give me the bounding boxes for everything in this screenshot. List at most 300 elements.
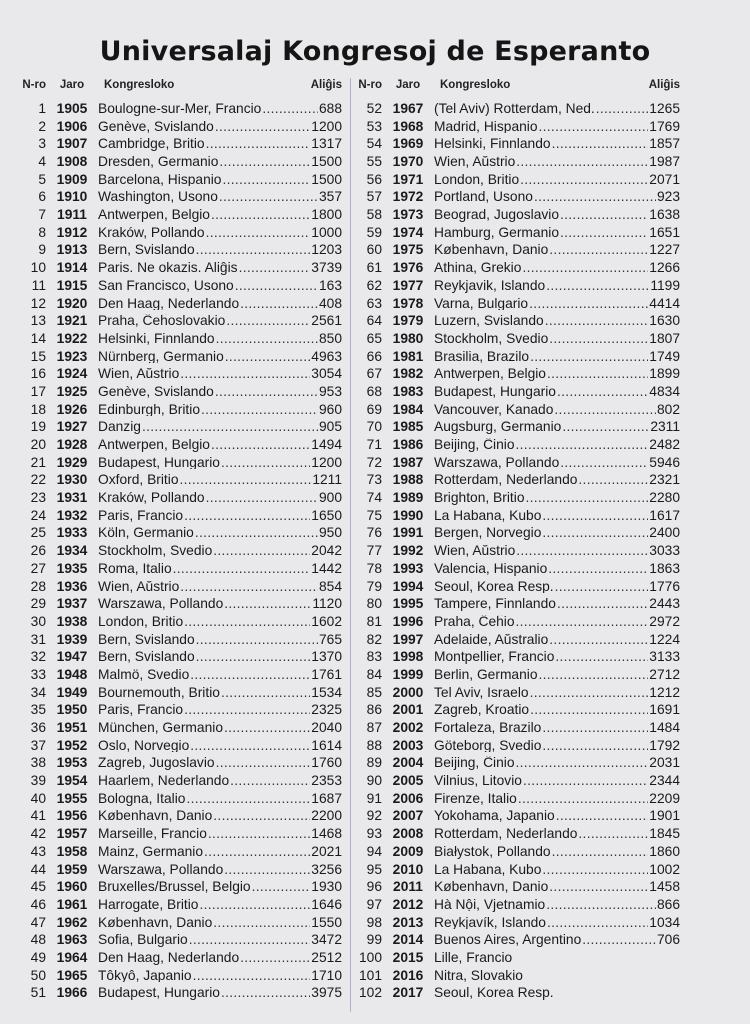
table-row	[20, 684, 342, 702]
row-jaro: 2014	[392, 932, 424, 948]
row-nro: 1	[38, 100, 46, 116]
row-place: Bern, Svislando	[98, 650, 195, 665]
row-jaro: 1961	[56, 896, 88, 912]
row-kongresloko	[94, 739, 342, 753]
table-row	[356, 931, 680, 949]
row-place: Antwerpen, Belgio	[98, 438, 210, 452]
row-kongresloko	[430, 173, 680, 187]
table-row	[356, 436, 680, 454]
row-kongresloko	[430, 332, 680, 346]
dot-leader	[207, 827, 310, 841]
dot-leader	[183, 615, 310, 629]
row-nro: 74	[366, 490, 382, 506]
table-row	[356, 206, 680, 224]
row-kongresloko	[94, 916, 342, 930]
table-row	[356, 277, 680, 295]
row-nro: 62	[366, 277, 382, 293]
row-place: Yokohama, Japanio	[434, 809, 555, 824]
row-kongresloko	[94, 863, 342, 877]
row-nro: 80	[366, 596, 382, 612]
row-jaro: 1928	[56, 437, 88, 452]
dot-leader	[223, 863, 310, 877]
row-place: San Francisco, Usono	[98, 278, 234, 293]
row-nro: 56	[366, 171, 382, 187]
table-row	[20, 436, 342, 454]
dot-leader	[553, 403, 656, 417]
row-jaro: 1986	[392, 437, 424, 452]
table-row	[356, 754, 680, 772]
row-aligis: 1203	[311, 243, 342, 258]
table-row	[20, 224, 342, 242]
dot-leader	[519, 173, 648, 187]
row-jaro: 1983	[392, 383, 424, 399]
table-row	[20, 401, 342, 419]
row-nro: 21	[30, 454, 46, 470]
row-place: Madrid, Hispanio	[434, 119, 538, 134]
dot-leader	[554, 650, 648, 664]
table-row	[356, 348, 680, 366]
row-jaro: 1974	[392, 224, 424, 240]
row-nro: 76	[366, 525, 382, 541]
dot-leader	[195, 243, 311, 257]
row-place: Antwerpen, Belgio	[434, 367, 546, 382]
table-row	[20, 931, 342, 949]
row-kongresloko	[94, 350, 342, 364]
row-nro: 70	[366, 419, 382, 435]
row-jaro: 1923	[56, 348, 88, 364]
table-row	[20, 878, 342, 896]
header-nro: N-ro	[358, 79, 382, 91]
row-jaro: 1968	[392, 118, 424, 134]
row-aligis: 163	[318, 278, 342, 293]
row-kongresloko	[94, 261, 342, 275]
row-place: Dresden, Germanio	[98, 155, 219, 169]
row-jaro: 1906	[56, 118, 88, 134]
row-aligis: 408	[318, 296, 342, 311]
row-kongresloko	[430, 615, 680, 629]
row-nro: 101	[358, 967, 382, 983]
row-jaro: 1905	[56, 100, 88, 116]
row-place: Bern, Svislando	[98, 632, 195, 647]
row-jaro: 1914	[56, 260, 88, 276]
row-jaro: 1949	[56, 684, 88, 700]
row-kongresloko	[94, 509, 342, 523]
row-aligis: 1860	[649, 844, 680, 859]
row-aligis: 2209	[649, 791, 680, 806]
row-aligis: 2280	[649, 491, 680, 505]
row-kongresloko	[94, 438, 342, 452]
row-jaro: 1957	[56, 826, 88, 842]
row-nro: 25	[30, 525, 46, 541]
row-nro: 47	[30, 914, 46, 930]
row-nro: 88	[366, 737, 382, 753]
dot-leader	[229, 774, 310, 788]
dot-leader	[556, 597, 648, 611]
row-place: Wien, Aŭstrio	[434, 155, 516, 169]
row-kongresloko	[430, 155, 680, 169]
row-jaro: 1927	[56, 419, 88, 435]
row-kongresloko	[94, 668, 342, 682]
row-jaro: 1973	[392, 207, 424, 223]
row-jaro: 1971	[392, 171, 424, 187]
dot-leader	[545, 279, 649, 293]
table-row	[20, 135, 342, 153]
row-jaro: 2000	[392, 684, 424, 700]
table-row	[356, 719, 680, 737]
row-jaro: 1975	[392, 242, 424, 258]
dot-leader	[541, 739, 648, 753]
row-jaro: 1960	[56, 879, 88, 895]
dot-leader	[559, 208, 648, 222]
row-place: Bergen, Norvegio	[434, 526, 542, 541]
row-nro: 22	[30, 472, 46, 488]
dot-leader	[555, 809, 649, 823]
row-kongresloko	[94, 756, 342, 770]
row-nro: 73	[366, 472, 382, 488]
row-kongresloko	[94, 155, 342, 169]
dot-leader	[218, 155, 310, 169]
row-jaro: 1965	[56, 967, 88, 983]
table-row	[20, 984, 342, 1002]
row-kongresloko	[94, 243, 342, 257]
row-kongresloko	[430, 491, 680, 505]
row-aligis: 1710	[311, 968, 342, 983]
row-nro: 95	[366, 861, 382, 877]
row-kongresloko	[430, 420, 680, 434]
row-place: Reykjavik, Islando	[434, 278, 546, 293]
row-kongresloko	[430, 120, 680, 134]
table-row	[20, 560, 342, 578]
row-kongresloko	[430, 314, 680, 328]
row-aligis: 5946	[649, 455, 680, 470]
table-row	[20, 348, 342, 366]
row-jaro: 2011	[393, 879, 423, 895]
dot-leader	[189, 739, 310, 753]
row-nro: 71	[366, 437, 382, 452]
row-kongresloko	[430, 137, 680, 151]
dot-leader	[261, 102, 318, 116]
table-row	[356, 542, 680, 560]
row-kongresloko	[430, 898, 680, 912]
row-jaro: 1932	[56, 507, 88, 523]
row-kongresloko	[430, 951, 680, 965]
table-row	[20, 701, 342, 719]
row-place: Beijing, Ĉinio	[434, 756, 515, 771]
table-header	[356, 76, 680, 94]
row-kongresloko	[430, 933, 680, 947]
row-place: Warszawa, Pollando	[98, 862, 224, 877]
row-kongresloko	[430, 580, 680, 594]
row-aligis: 1769	[649, 119, 680, 134]
row-place: Kraków, Pollando	[98, 225, 205, 240]
table-row	[20, 100, 342, 118]
row-jaro: 1970	[392, 154, 424, 169]
dot-leader	[203, 845, 310, 859]
row-place: Danzig	[98, 420, 141, 435]
row-aligis: 1002	[649, 862, 680, 877]
table-row	[20, 772, 342, 790]
dot-leader	[551, 137, 649, 151]
row-aligis: 1468	[311, 827, 342, 841]
row-kongresloko	[94, 137, 342, 151]
row-kongresloko	[430, 969, 680, 983]
row-aligis: 1776	[649, 579, 680, 594]
row-kongresloko	[94, 367, 342, 381]
row-nro: 64	[366, 313, 382, 329]
row-place: Hamburg, Germanio	[434, 225, 559, 240]
row-place: Vilnius, Litovio	[434, 774, 522, 788]
row-place: Harrogate, Britio	[98, 897, 199, 912]
row-jaro: 1924	[56, 366, 88, 382]
table-row	[20, 259, 342, 277]
row-aligis: 1199	[650, 278, 680, 293]
row-nro: 18	[30, 401, 46, 417]
row-nro: 61	[366, 260, 382, 276]
row-place: Edinburgh, Britio	[98, 402, 201, 417]
row-kongresloko	[94, 633, 342, 647]
row-kongresloko	[94, 774, 342, 788]
header-aligis: Aliĝis	[648, 79, 680, 91]
row-nro: 20	[30, 437, 46, 452]
row-place: Warszawa, Pollando	[98, 597, 224, 611]
table-row	[356, 489, 680, 507]
row-place: Marseille, Francio	[98, 827, 207, 841]
row-jaro: 1989	[392, 490, 424, 506]
row-nro: 23	[30, 490, 46, 506]
row-aligis: 3256	[311, 862, 342, 877]
row-place: Beograd, Jugoslavio	[434, 208, 560, 222]
row-nro: 42	[30, 826, 46, 842]
row-nro: 81	[366, 613, 382, 629]
header-nro: N-ro	[22, 79, 46, 91]
row-nro: 2	[38, 118, 46, 134]
row-nro: 53	[366, 118, 382, 134]
row-aligis: 1691	[649, 703, 680, 718]
row-place: Seoul, Korea Resp.	[434, 986, 554, 1001]
table-row	[356, 613, 680, 631]
dot-leader	[515, 615, 649, 629]
row-nro: 24	[30, 507, 46, 523]
dot-leader	[185, 792, 310, 806]
table-row	[356, 701, 680, 719]
row-kongresloko	[94, 332, 342, 346]
row-jaro: 1999	[392, 666, 424, 682]
table-row	[356, 631, 680, 649]
row-kongresloko	[430, 633, 680, 647]
table-row	[356, 843, 680, 861]
row-jaro: 2016	[392, 967, 424, 983]
table-row	[20, 967, 342, 985]
row-jaro: 1972	[392, 189, 424, 205]
table-row	[20, 118, 342, 136]
row-aligis: 1857	[649, 137, 680, 152]
row-aligis: 953	[318, 384, 342, 399]
row-jaro: 1967	[392, 100, 424, 116]
table-row	[356, 525, 680, 543]
row-place: Budapest, Hungario	[98, 455, 220, 470]
row-place: Luzern, Svislando	[434, 314, 544, 328]
table-row	[20, 790, 342, 808]
row-jaro: 1958	[56, 843, 88, 859]
row-place: Zagreb, Jugoslavio	[98, 756, 215, 771]
row-place: Sofia, Bulgario	[98, 933, 188, 948]
table-header	[20, 76, 342, 94]
row-nro: 86	[366, 702, 382, 718]
dot-leader	[210, 208, 310, 222]
dot-leader	[547, 562, 648, 576]
row-jaro: 1980	[392, 330, 424, 346]
row-kongresloko	[430, 526, 680, 540]
row-jaro: 2004	[392, 755, 424, 771]
row-aligis: 1370	[311, 650, 342, 665]
dot-leader	[239, 297, 318, 311]
row-aligis: 2344	[649, 774, 680, 788]
row-place: Athina, Grekio	[434, 261, 522, 275]
row-jaro: 1938	[56, 613, 88, 629]
row-nro: 89	[366, 755, 382, 771]
row-nro: 97	[366, 896, 382, 912]
row-place: London, Britio	[434, 172, 520, 187]
row-nro: 19	[30, 419, 46, 435]
table-row	[356, 684, 680, 702]
row-place: Göteborg, Svedio	[434, 738, 542, 753]
row-aligis: 1550	[311, 915, 342, 930]
row-jaro: 1953	[56, 755, 88, 771]
row-place: Stockholm, Svedio	[98, 544, 213, 558]
row-jaro: 1995	[392, 596, 424, 612]
row-aligis: 1899	[649, 367, 680, 382]
row-nro: 29	[30, 596, 46, 612]
table-row	[20, 365, 342, 383]
row-place: Tôkyô, Japanio	[98, 968, 192, 983]
row-nro: 82	[366, 631, 382, 647]
row-aligis: 1458	[649, 880, 680, 894]
row-kongresloko	[430, 509, 680, 523]
row-place: Zagreb, Kroatio	[434, 703, 530, 718]
row-place: Lille, Francio	[434, 950, 513, 965]
row-aligis: 2071	[649, 172, 680, 187]
row-kongresloko	[430, 279, 680, 293]
row-aligis: 2353	[311, 774, 342, 788]
row-place: Stockholm, Svedio	[434, 331, 549, 346]
row-aligis: 1602	[311, 614, 342, 629]
row-nro: 57	[366, 189, 382, 205]
row-nro: 69	[366, 401, 382, 417]
row-nro: 75	[366, 507, 382, 523]
row-jaro: 1907	[56, 136, 88, 152]
row-kongresloko	[430, 986, 680, 1000]
row-kongresloko	[430, 863, 680, 877]
table-row	[356, 578, 680, 596]
row-aligis: 2443	[649, 597, 680, 611]
row-kongresloko	[430, 597, 680, 611]
row-kongresloko	[430, 650, 680, 664]
row-aligis: 1749	[649, 349, 680, 364]
row-aligis: 1120	[312, 597, 342, 611]
row-place: Bruxelles/Brussel, Belgio	[98, 880, 251, 894]
row-place: Genève, Svislando	[98, 384, 214, 399]
row-jaro: 1950	[56, 702, 88, 718]
row-kongresloko	[94, 208, 342, 222]
row-jaro: 1920	[56, 295, 88, 311]
table-row	[20, 471, 342, 489]
table-row	[20, 914, 342, 932]
row-place: Berlin, Germanio	[434, 667, 538, 682]
row-kongresloko	[430, 102, 680, 116]
row-kongresloko	[430, 544, 680, 558]
row-aligis: 1646	[311, 897, 342, 912]
row-place: Nürnberg, Germanio	[98, 349, 224, 364]
row-place: København, Danio	[98, 809, 213, 824]
dot-leader	[554, 580, 649, 594]
row-aligis: 1000	[311, 225, 342, 240]
row-jaro: 1976	[392, 260, 424, 276]
table-row	[20, 418, 342, 436]
table-row	[20, 277, 342, 295]
row-kongresloko	[94, 526, 342, 540]
row-aligis: 1800	[311, 208, 342, 222]
row-jaro: 2013	[392, 914, 424, 930]
row-aligis: 905	[318, 420, 342, 435]
row-kongresloko	[430, 756, 680, 770]
row-nro: 39	[30, 773, 46, 789]
row-nro: 84	[366, 666, 382, 682]
dot-leader	[215, 756, 311, 770]
row-aligis: 2712	[649, 667, 680, 682]
dot-leader	[221, 173, 310, 187]
row-aligis: 1200	[311, 455, 342, 470]
dot-leader	[194, 526, 318, 540]
row-kongresloko	[94, 120, 342, 134]
row-jaro: 1931	[56, 490, 88, 506]
header-kongresloko: Kongresloko	[104, 79, 175, 91]
row-place: Paris. Ne okazis. Aliĝis	[98, 261, 238, 275]
table-row	[356, 790, 680, 808]
row-place: Roma, Italio	[98, 561, 172, 576]
row-place: Vancouver, Kanado	[434, 402, 554, 417]
row-aligis: 706	[656, 933, 680, 948]
row-place: Oslo, Norvegio	[98, 738, 190, 753]
table-row	[20, 843, 342, 861]
table-row	[356, 242, 680, 260]
row-aligis: 923	[656, 190, 680, 205]
row-aligis: 950	[318, 526, 342, 541]
row-jaro: 1922	[56, 330, 88, 346]
row-jaro: 1951	[56, 720, 88, 735]
row-kongresloko	[94, 845, 342, 859]
row-nro: 37	[30, 737, 46, 753]
row-aligis: 1761	[311, 667, 342, 682]
row-nro: 48	[30, 932, 46, 948]
row-jaro: 1978	[392, 295, 424, 311]
dot-leader	[188, 933, 311, 947]
dot-leader	[515, 544, 648, 558]
row-aligis: 1317	[311, 137, 342, 152]
row-aligis: 1265	[649, 101, 680, 116]
row-kongresloko	[430, 880, 680, 894]
table-body-left	[20, 100, 342, 1002]
row-place: Helsinki, Finnlando	[98, 331, 215, 346]
dot-leader	[538, 120, 649, 134]
row-place: Paris, Francio	[98, 508, 184, 523]
row-nro: 11	[31, 277, 46, 293]
row-place: Hà Nội, Vjetnamio	[434, 897, 546, 912]
row-aligis: 4834	[649, 384, 680, 399]
row-jaro: 1948	[56, 666, 88, 682]
dot-leader	[239, 951, 310, 965]
row-nro: 60	[366, 242, 382, 258]
row-kongresloko	[94, 544, 342, 558]
